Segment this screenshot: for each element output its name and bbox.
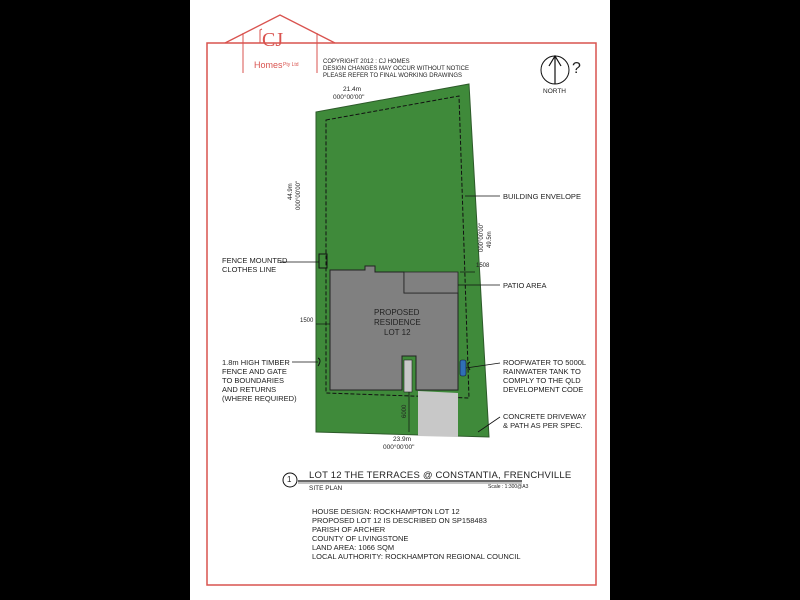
setback-front: 6000 xyxy=(402,404,408,418)
north-arrow-icon xyxy=(549,56,561,84)
annotation-building-envelope: BUILDING ENVELOPE xyxy=(503,192,581,201)
dim-top-length: 21.4m xyxy=(343,86,362,93)
dim-bottom-length: 23.9m xyxy=(393,436,412,443)
north-question-mark: ? xyxy=(572,60,581,77)
copyright-line-1: COPYRIGHT 2012 : CJ HOMES xyxy=(323,59,410,65)
residence-label-2: RESIDENCE xyxy=(374,318,421,327)
logo-company: Homes xyxy=(254,60,283,70)
note-line-6: LOCAL AUTHORITY: ROCKHAMPTON REGIONAL COUNCIL xyxy=(312,552,521,561)
rainwater-tank xyxy=(460,360,466,376)
annotation-timber-fence-4: AND RETURNS xyxy=(222,385,277,394)
copyright-line-2: DESIGN CHANGES MAY OCCUR WITHOUT NOTICE xyxy=(323,66,470,72)
annotation-roofwater-1: ROOFWATER TO 5000L xyxy=(503,358,587,367)
annotation-timber-fence-2: FENCE AND GATE xyxy=(222,367,287,376)
note-line-1: HOUSE DESIGN: ROCKHAMPTON LOT 12 xyxy=(312,507,460,516)
title-number: 1 xyxy=(287,475,292,484)
annotation-roofwater-4: DEVELOPMENT CODE xyxy=(503,385,584,394)
note-line-3: PARISH OF ARCHER xyxy=(312,525,386,534)
entry-path xyxy=(404,360,412,392)
residence-label-1: PROPOSED xyxy=(374,308,420,317)
north-label: NORTH xyxy=(543,88,566,95)
setback-left: 1500 xyxy=(300,318,314,324)
plan-subtitle: SITE PLAN xyxy=(309,485,343,492)
logo-initials: CJ xyxy=(262,29,284,51)
annotation-driveway-1: CONCRETE DRIVEWAY xyxy=(503,412,587,421)
annotation-driveway-2: & PATH AS PER SPEC. xyxy=(503,421,583,430)
dim-right-length: 49.5m xyxy=(487,231,493,248)
concrete-driveway xyxy=(418,391,458,437)
annotation-roofwater-2: RAINWATER TANK TO xyxy=(503,367,581,376)
patio-area xyxy=(404,272,458,293)
setback-right: 1508 xyxy=(476,263,490,269)
plan-title: LOT 12 THE TERRACES @ CONSTANTIA, FRENCHVILLE xyxy=(309,470,572,481)
annotation-roofwater-3: COMPLY TO THE QLD xyxy=(503,376,581,385)
dim-bottom-bearing: 000°00'00" xyxy=(383,444,415,451)
note-line-2: PROPOSED LOT 12 IS DESCRIBED ON SP158483 xyxy=(312,516,487,525)
dim-right-bearing: 000°00'00" xyxy=(479,222,485,252)
dim-top-bearing: 000°00'00" xyxy=(333,94,365,101)
annotation-timber-fence-1: 1.8m HIGH TIMBER xyxy=(222,358,290,367)
plan-scale: Scale : 1:300@A3 xyxy=(488,484,529,490)
dim-left-length: 44.9m xyxy=(288,183,294,200)
annotation-fence-line-1: FENCE MOUNTED xyxy=(222,256,288,265)
copyright-line-3: PLEASE REFER TO FINAL WORKING DRAWINGS xyxy=(323,73,463,79)
residence-label-3: LOT 12 xyxy=(384,328,411,337)
annotation-timber-fence-5: (WHERE REQUIRED) xyxy=(222,394,297,403)
note-line-4: COUNTY OF LIVINGSTONE xyxy=(312,534,409,543)
note-line-5: LAND AREA: 1066 SQM xyxy=(312,543,395,552)
logo-suffix: Pty Ltd xyxy=(283,62,299,68)
annotation-timber-fence-3: TO BOUNDARIES xyxy=(222,376,284,385)
dim-left-bearing: 000°00'00" xyxy=(296,180,302,210)
annotation-fence-line-2: CLOTHES LINE xyxy=(222,265,277,274)
annotation-patio: PATIO AREA xyxy=(503,281,547,290)
